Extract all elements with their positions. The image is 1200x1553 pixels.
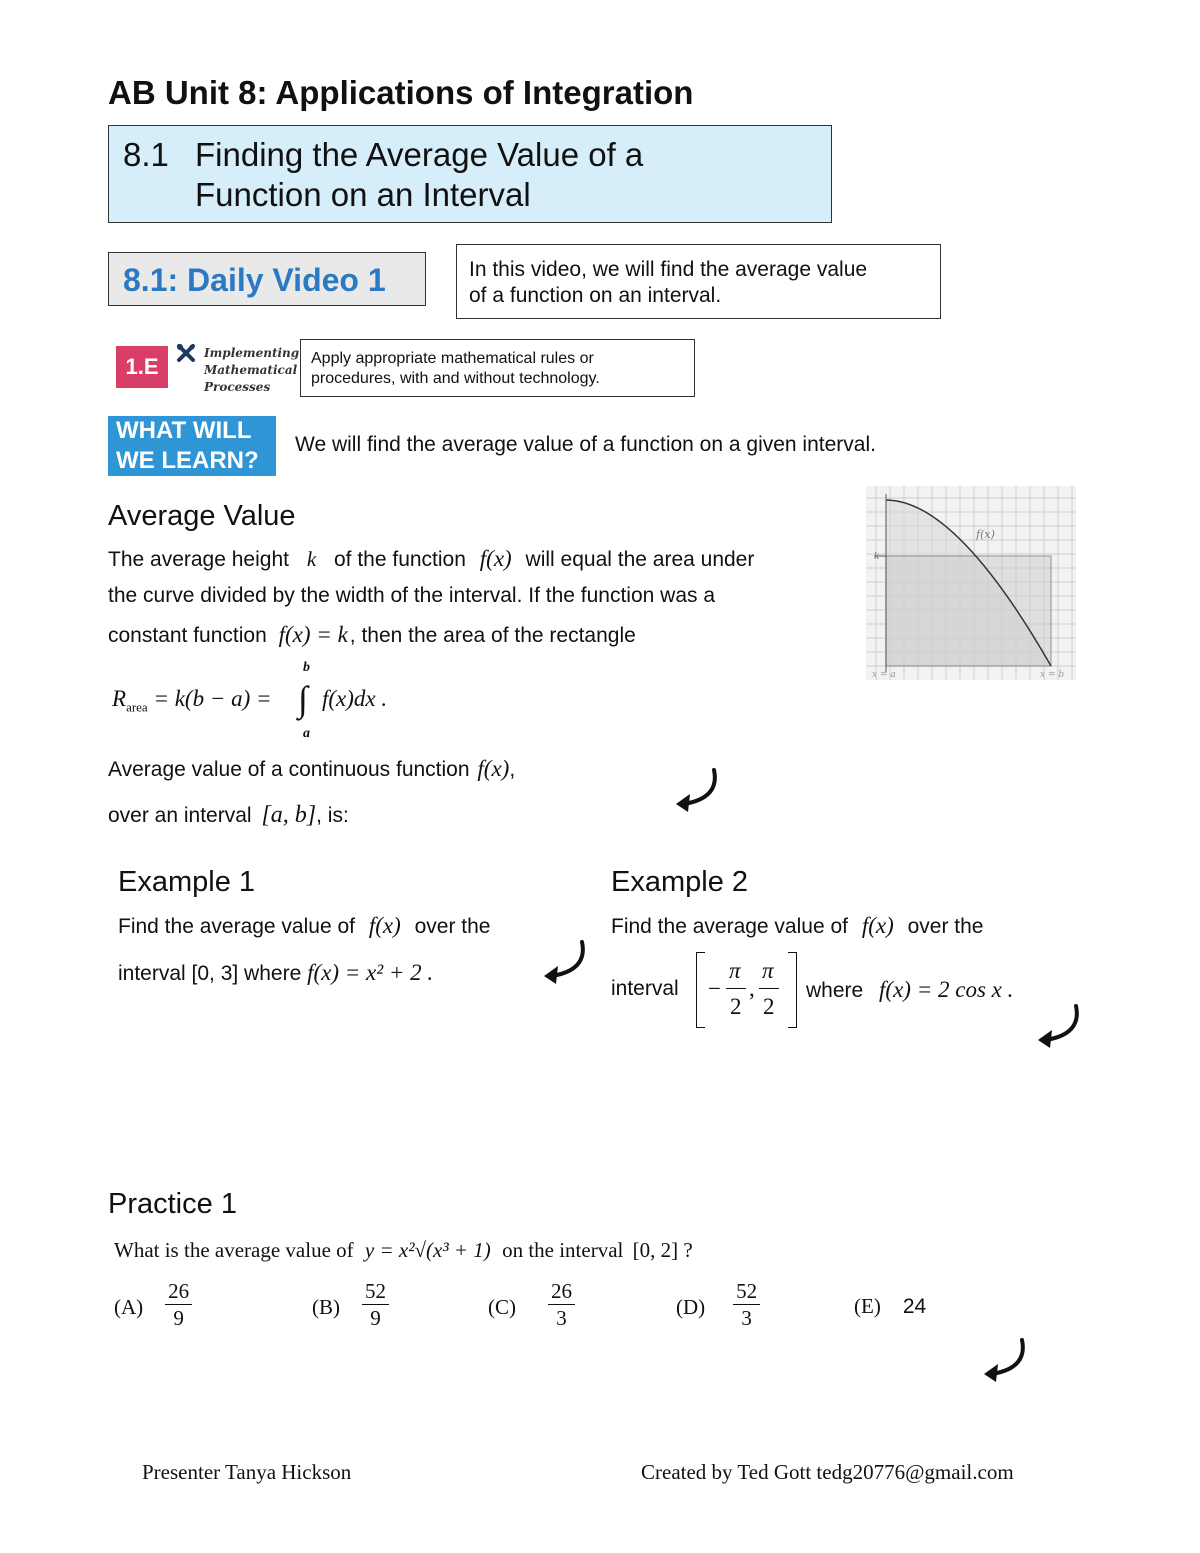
avg-text-1c: will equal the area under: [525, 548, 755, 571]
constant-function-eq: f(x) = k: [278, 622, 348, 647]
process-description: [300, 339, 695, 397]
avg-def-2a: over an interval: [108, 804, 252, 827]
practice-heading: Practice 1: [108, 1188, 237, 1220]
wwl-badge-line1: WHAT WILL: [116, 417, 252, 444]
wwl-badge-line2: WE LEARN?: [116, 447, 259, 474]
choice-a-den: 9: [173, 1306, 184, 1330]
process-label-line2: Mathematical: [204, 363, 298, 377]
choice-e[interactable]: [854, 1294, 926, 1319]
choice-d-den: 3: [741, 1306, 752, 1330]
video-description-line2: of a function on an interval.: [469, 284, 722, 307]
avg-text-line3: [108, 622, 636, 648]
integral-upper-limit: b: [303, 660, 310, 675]
question-text-b: on the interval: [502, 1238, 624, 1262]
integrand: f(x)dx .: [322, 686, 388, 711]
fx-symbol: f(x): [479, 546, 512, 571]
example1-line2: [118, 960, 433, 986]
negative-sign: −: [708, 976, 721, 1001]
example1-fx: f(x): [368, 913, 401, 938]
choice-a[interactable]: [114, 1278, 192, 1331]
integral-sign: ∫: [298, 679, 308, 719]
formula-r: R: [112, 686, 127, 711]
example2-text-b: over the: [907, 915, 984, 938]
choice-d-num: 52: [733, 1278, 760, 1305]
example2-line2: [806, 977, 1013, 1003]
choice-c-num: 26: [548, 1278, 575, 1305]
graph-k-label: k: [874, 552, 880, 562]
example1-text-b: over the: [414, 915, 491, 938]
choice-e-value: 24: [902, 1295, 927, 1318]
video-description-line1: In this video, we will find the average value: [469, 258, 868, 281]
question-function: y = x²√(x³ + 1): [364, 1238, 491, 1262]
pi-numerator-2: π: [762, 958, 774, 983]
graph-x-left: x = a: [872, 670, 896, 680]
choice-c-letter: (C): [488, 1295, 516, 1320]
average-rectangle: [886, 556, 1051, 666]
example2-function: f(x) = 2 cos x .: [879, 977, 1014, 1002]
lesson-title-line1: Finding the Average Value of a: [195, 136, 644, 173]
choice-b-den: 9: [370, 1306, 381, 1330]
choice-d-fraction: [733, 1278, 760, 1331]
what-will-we-learn-badge: [108, 416, 276, 476]
interval-ab: [a, b]: [261, 802, 317, 828]
choice-c-fraction: [548, 1278, 575, 1331]
practice-question: [114, 1238, 693, 1263]
choice-d-letter: (D): [676, 1295, 706, 1320]
interval-comma: ,: [749, 976, 755, 1001]
process-label: [204, 345, 299, 396]
integral-lower-limit: a: [303, 726, 310, 741]
avg-text-line2: the curve divided by the width of the interval. If the function was a: [108, 584, 716, 607]
avg-def-1a: Average value of a continuous function: [108, 758, 470, 781]
curved-arrow-icon: [1030, 1000, 1090, 1060]
process-label-line1: Implementing: [204, 346, 300, 360]
pi-numerator-1: π: [729, 958, 741, 983]
k-symbol: k: [306, 547, 317, 571]
question-interval: [0, 2]: [632, 1238, 679, 1262]
answer-choices: [114, 1278, 954, 1338]
example2-heading: Example 2: [611, 866, 749, 898]
choice-b[interactable]: [312, 1278, 389, 1331]
footer-presenter: Presenter Tanya Hickson: [142, 1460, 352, 1484]
choice-d[interactable]: [676, 1278, 760, 1331]
avg-text-line1: [108, 546, 754, 572]
curved-arrow-icon: [976, 1334, 1036, 1394]
avg-text-3a: constant function: [108, 624, 267, 647]
choice-a-letter: (A): [114, 1295, 144, 1320]
footer-creator: Created by Ted Gott tedg20776@gmail.com: [641, 1460, 1014, 1484]
curved-arrow-icon: [668, 764, 728, 824]
example2-interval: [696, 950, 798, 1028]
formula-sub: area: [126, 699, 148, 715]
example2-line1: [611, 913, 984, 939]
avg-text-1a: The average height: [108, 548, 289, 571]
choice-b-num: 52: [362, 1278, 389, 1305]
question-mark: ?: [683, 1238, 693, 1262]
example1-heading: Example 1: [118, 866, 256, 898]
video-description: [456, 244, 941, 319]
example2-fx: f(x): [861, 913, 894, 938]
choice-c[interactable]: [488, 1278, 575, 1331]
choice-c-den: 3: [556, 1306, 567, 1330]
process-badge: 1.E: [116, 346, 168, 388]
process-description-line1: Apply appropriate mathematical rules or: [311, 350, 594, 367]
example1-function: f(x) = x² + 2 .: [307, 960, 434, 985]
example2-where: where: [806, 979, 864, 1002]
avg-def-line2: [108, 802, 349, 829]
curved-arrow-icon: [536, 936, 596, 996]
denominator-1: 2: [730, 994, 742, 1019]
choice-b-fraction: [362, 1278, 389, 1331]
average-value-heading: Average Value: [108, 500, 296, 532]
choice-b-letter: (B): [312, 1295, 340, 1320]
area-formula: [112, 686, 272, 716]
lesson-title-box: [108, 125, 832, 223]
example2-interval-label: interval: [611, 977, 679, 1000]
example1-text-a: Find the average value of: [118, 915, 355, 938]
avg-def-2b: , is:: [316, 804, 349, 827]
graph-x-right: x = b: [1040, 670, 1065, 680]
example2-text-a: Find the average value of: [611, 915, 848, 938]
avg-def-1b: ,: [509, 758, 516, 781]
avg-def-fx: f(x): [477, 756, 510, 781]
choice-a-num: 26: [165, 1278, 192, 1305]
daily-video-label: 8.1: Daily Video 1: [108, 252, 426, 306]
formula-mid: = k(b − a) =: [153, 686, 272, 711]
learning-objective: We will find the average value of a function on a given interval.: [295, 433, 876, 456]
process-label-line3: Processes: [204, 380, 271, 394]
choice-a-fraction: [165, 1278, 192, 1331]
example1-line1: [118, 913, 491, 939]
avg-text-1b: of the function: [333, 548, 466, 571]
unit-title: AB Unit 8: Applications of Integration: [108, 74, 694, 111]
question-text-a: What is the average value of: [114, 1238, 354, 1262]
example1-text-c: interval [0, 3] where: [118, 962, 302, 985]
lesson-number: 8.1: [123, 136, 169, 173]
tools-icon: [176, 343, 196, 363]
avg-text-3b: , then the area of the rectangle: [349, 624, 636, 647]
average-value-graph: [866, 486, 1076, 680]
graph-function-label: f(x): [976, 528, 995, 541]
lesson-title-line2: Function on an Interval: [195, 176, 531, 213]
process-description-line2: procedures, with and without technology.: [311, 370, 600, 387]
choice-e-letter: (E): [854, 1294, 881, 1318]
denominator-2: 2: [763, 994, 775, 1019]
avg-def-line1: [108, 756, 515, 782]
